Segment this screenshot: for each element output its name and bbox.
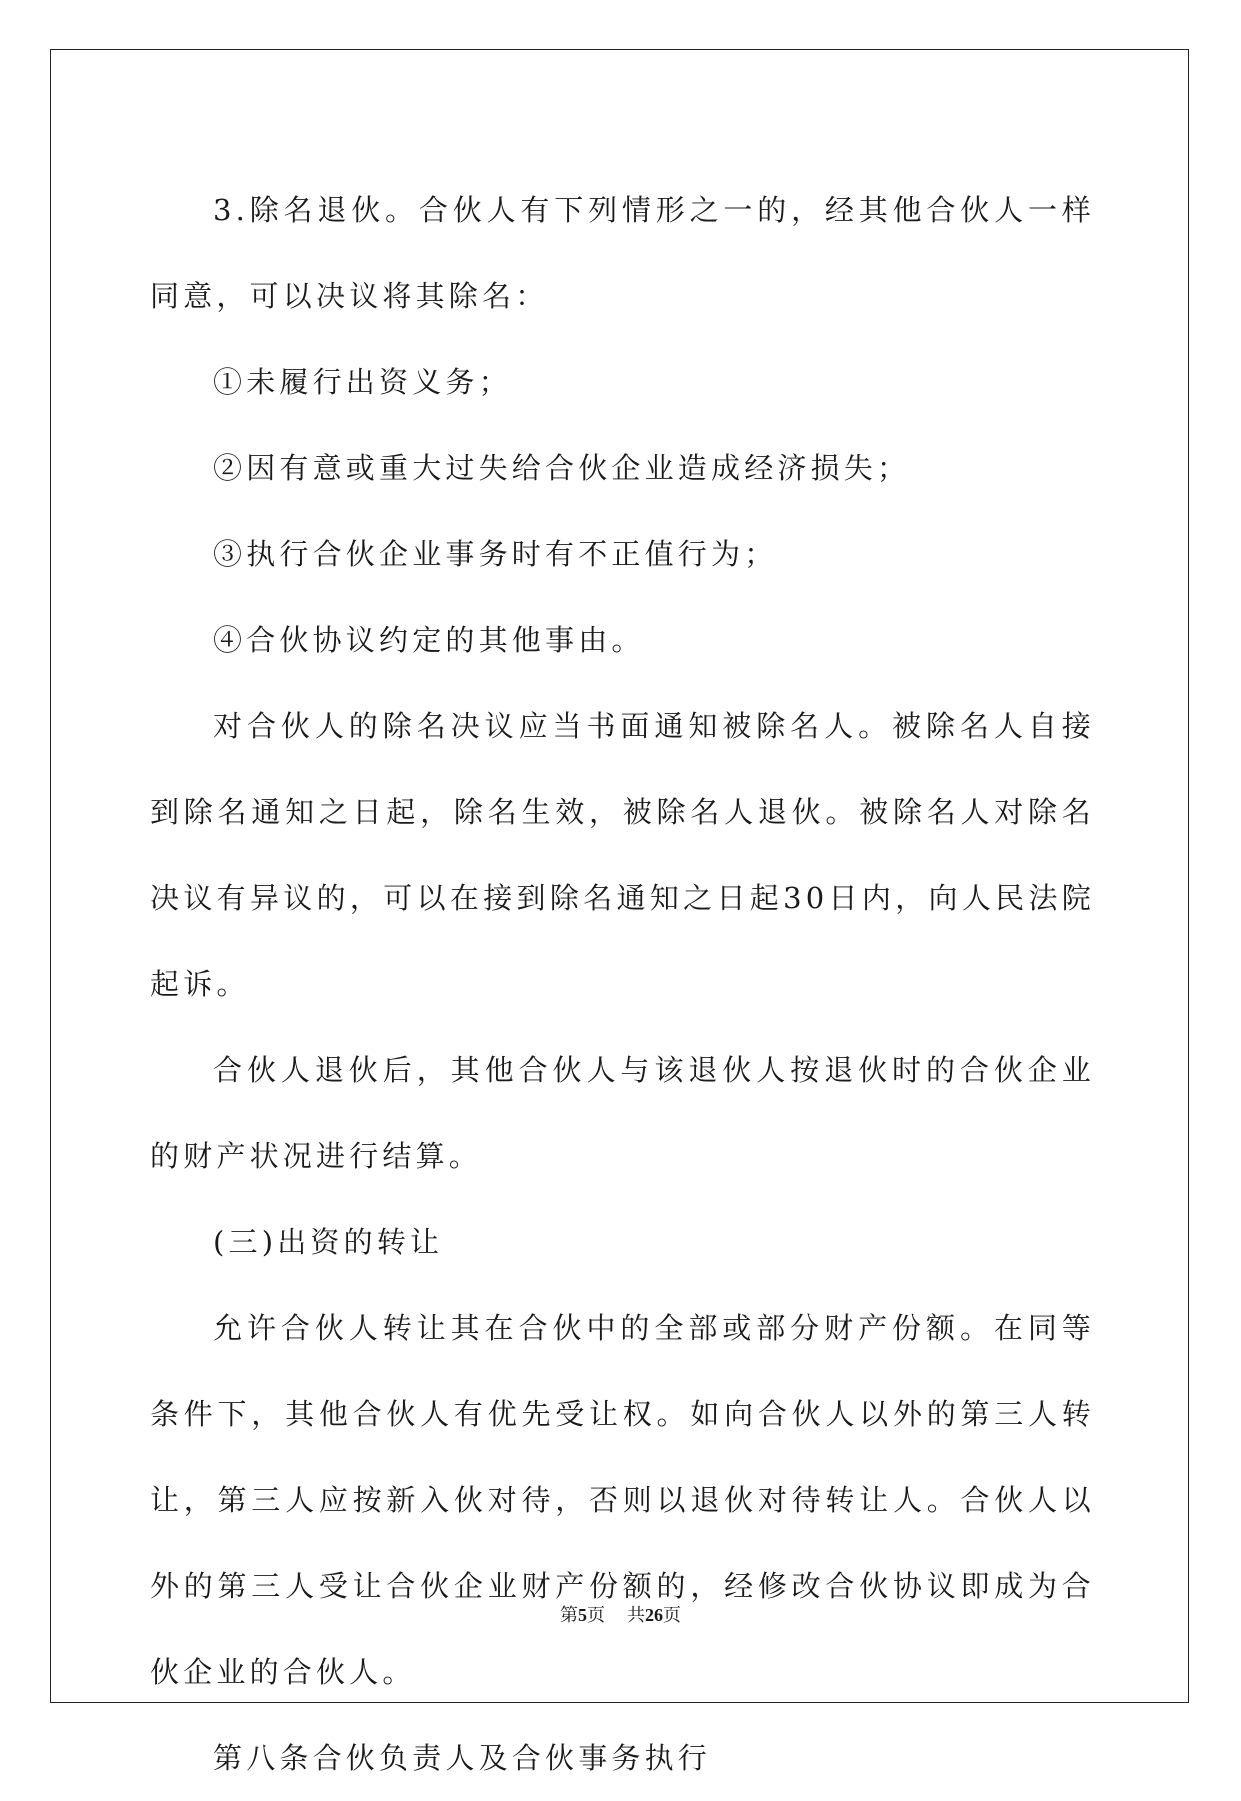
document-body: [150, 167, 1095, 1801]
paragraph-expulsion-clause: 3.除名退伙。合伙人有下列情形之一的，经其他合伙人一样同意，可以决议将其除名：: [150, 193, 1095, 313]
total-page-count: 26: [645, 1605, 663, 1625]
page-suffix: 页: [587, 1605, 605, 1625]
page-number-footer: [0, 1601, 1241, 1627]
paragraph-expulsion-notice: 对合伙人的除名决议应当书面通知被除名人。被除名人自接到除名通知之日起，除名生效，被除名人退伙。被除名人对除名决议有异议的，可以在接到除名通知之日起30日内，向人民法院起诉。: [150, 709, 1095, 1001]
page-prefix: 第: [560, 1605, 578, 1625]
paragraph-transfer: 允许合伙人转让其在合伙中的全部或部分财产份额。在同等条件下，其他合伙人有优先受让权。如向合伙人以外的第三人转让，第三人应按新入伙对待，否则以退伙对待转让人。合伙人以外的第三人受让合伙企业财产份额的，经修改合伙协议即成为合伙企业的合伙人。: [150, 1311, 1095, 1689]
list-item-4: ④合伙协议约定的其他事由。: [213, 623, 645, 657]
paragraph-settlement: 合伙人退伙后，其他合伙人与该退伙人按退伙时的合伙企业的财产状况进行结算。: [150, 1053, 1095, 1173]
list-item-3: ③执行合伙企业事务时有不正值行为；: [213, 537, 778, 571]
section-heading-transfer: (三)出资的转让: [213, 1225, 444, 1259]
total-suffix: 页: [663, 1605, 681, 1625]
list-item-2: ②因有意或重大过失给合伙企业造成经济损失；: [213, 451, 911, 485]
article-heading-eight: 第八条合伙负责人及合伙事务执行: [213, 1741, 712, 1775]
list-item-1: ①未履行出资义务；: [213, 365, 512, 399]
total-prefix: 共: [627, 1605, 645, 1625]
current-page-number: 5: [578, 1605, 587, 1625]
